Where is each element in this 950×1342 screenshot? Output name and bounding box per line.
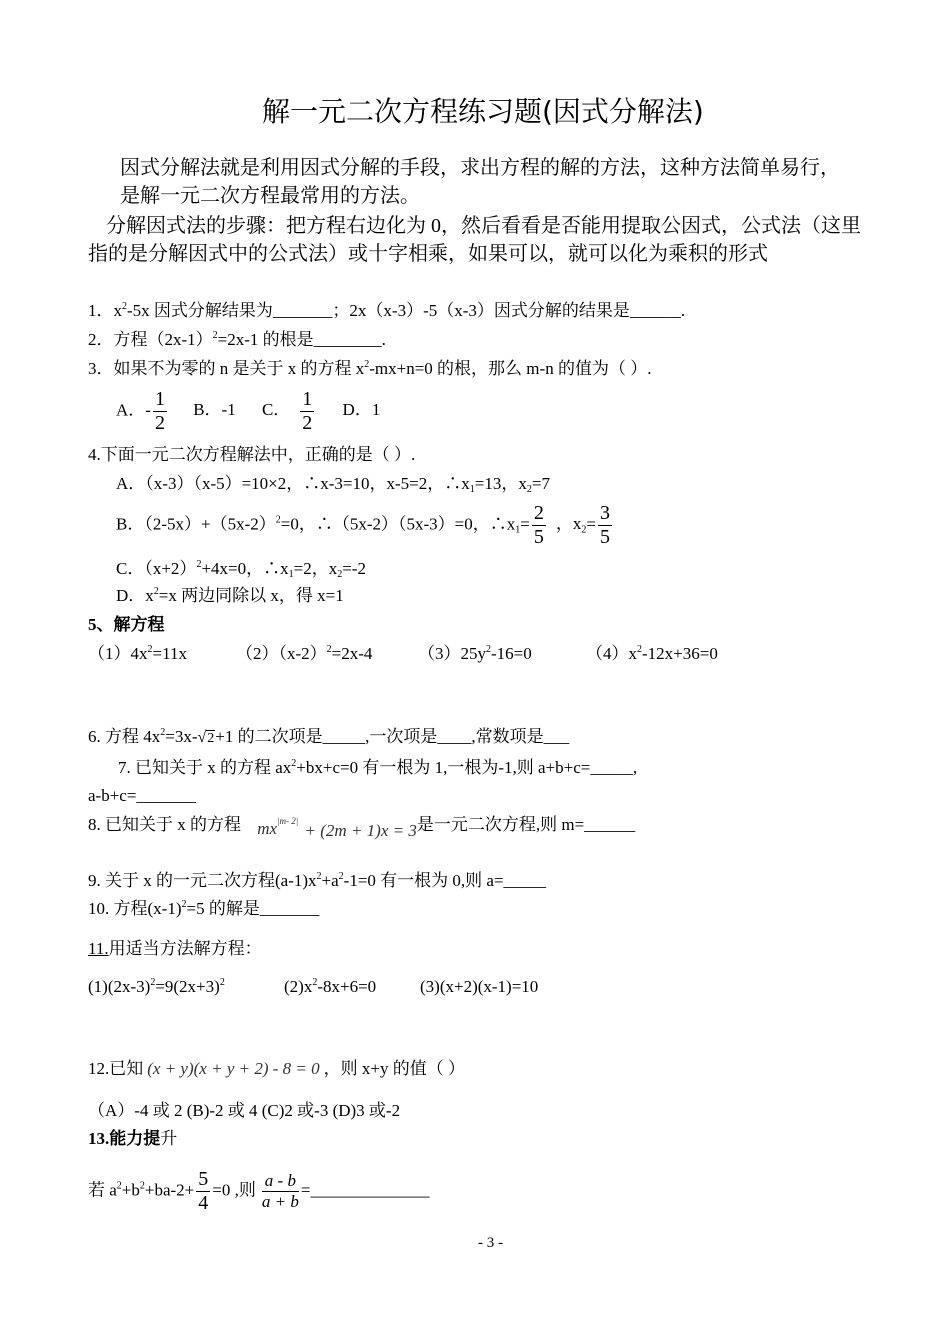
question-4-option-c: C．$(x+2)^2+4x=0$，$\therefore x_1=2$，$x_2=-2$: [116, 559, 366, 580]
question-3: 3．如果不为零的 n 是关于 x 的方程 $x^2-mx+n=0$ 的根，那么 m-n 的值为（ ）.: [88, 359, 652, 378]
question-13: 13.能力提升: [88, 1129, 178, 1148]
question-6: 6. 方程 $4x^2=3x-√2+1$ 的二次项是_____,一次项是____,常数项是___: [88, 727, 570, 746]
question-5-part-4: $(4)x^2-12x+36=0$: [586, 644, 718, 663]
question-2: 2．方程$(2x-1)^2=2x-1$ 的根是________.: [88, 330, 386, 349]
sqrt-2: √2: [197, 729, 215, 746]
question-5-part-1: $(1)4x^2=11x$: [88, 644, 187, 663]
question-5: 5、解方程: [88, 615, 165, 634]
intro-line-1: 因式分解法就是利用因式分解的手段，求出方程的解的方法，这种方法简单易行，: [120, 157, 840, 179]
question-7: 7. 已知关于 x 的方程 $ax^2+bx+c=0$ 有一根为 1,一根为-1,则 a+b+c=_____,: [118, 758, 638, 777]
question-1: 1．$x^2-5x$ 因式分解结果为_______；2x（x-3）-5（x-3）因式分解的结果是______.: [88, 301, 686, 320]
question-13-body: 若 $a^2+b^2+ba-2+$ $\frac{5}{4}$ =0 ,则 $\frac{a - b}{a + b}$ =______________: [88, 1168, 430, 1214]
question-9: 9. 关于 x 的一元二次方程$(a-1)x^2+a^2-1=0$ 有一根为 0,则 a=_____: [88, 871, 547, 890]
page-number: - 3 -: [478, 1235, 503, 1251]
question-11: 11.用适当方法解方程：: [88, 939, 262, 958]
question-11-part-3: (3)(x+2)(x-1)=10: [420, 977, 539, 996]
intro-line-2: 是解一元二次方程最常用的方法。: [120, 185, 420, 207]
question-5-part-2: $(2)(x-2)^2=2x-4$: [236, 644, 373, 663]
question-4: 4.下面一元二次方程解法中，正确的是（ ）.: [88, 445, 416, 464]
intro-line-3: 分解因式法的步骤：把方程右边化为 0，然后看看是否能用提取公因式，公式法（这里: [106, 215, 861, 237]
question-3-options: A．- $\frac{1}{2}$ B．-1 C． $\frac{1}{2}$ D．1: [116, 388, 381, 434]
question-4-option-a: A．（x-3）（x-5）=10×2，∴x-3=10，x-5=2，$\therefore x_1=13$，$x_2=7$: [116, 474, 550, 495]
page-title: 解一元二次方程练习题(因式分解法): [262, 95, 704, 128]
question-10: 10. 方程$(x-1)^2=5$ 的解是_______: [88, 899, 320, 918]
question-4-option-d: D．$x^2=x$ 两边同除以 x，得 x=1: [116, 586, 344, 605]
question-5-part-3: $(3)25y^2-16=0$: [418, 644, 532, 663]
question-7-cont: a-b+c=_______: [88, 786, 196, 805]
question-11-part-1: $(1)(2x-3)^2=9(2x+3)^2$: [88, 977, 225, 996]
question-12: 12.已知 (x + y)(x + y + 2) - 8 = 0 ，则 x+y 的值（ ）: [88, 1059, 465, 1078]
question-12-options: （A）-4 或 2 (B)-2 或 4 (C)2 或-3 (D)3 或-2: [88, 1101, 401, 1120]
question-4-option-b: B．$(2-5x)+(5x-2)^2=0$，∴（5x-2）（5x-3）=0，$\therefore x_1=$ $\frac{2}{5}$ ，$x_2=$ $\frac{3}{5}$: [116, 502, 610, 548]
intro-line-4: 指的是分解因式中的公式法）或十字相乘，如果可以，就可以化为乘积的形式: [88, 243, 768, 265]
question-8: 8. 已知关于 x 的方程 $mx^{|m- 2|} + (2m + 1)x = 3$是一元二次方程,则 m=______: [88, 815, 636, 840]
question-11-part-2: $(2)x^2-8x+6=0$: [284, 977, 377, 996]
